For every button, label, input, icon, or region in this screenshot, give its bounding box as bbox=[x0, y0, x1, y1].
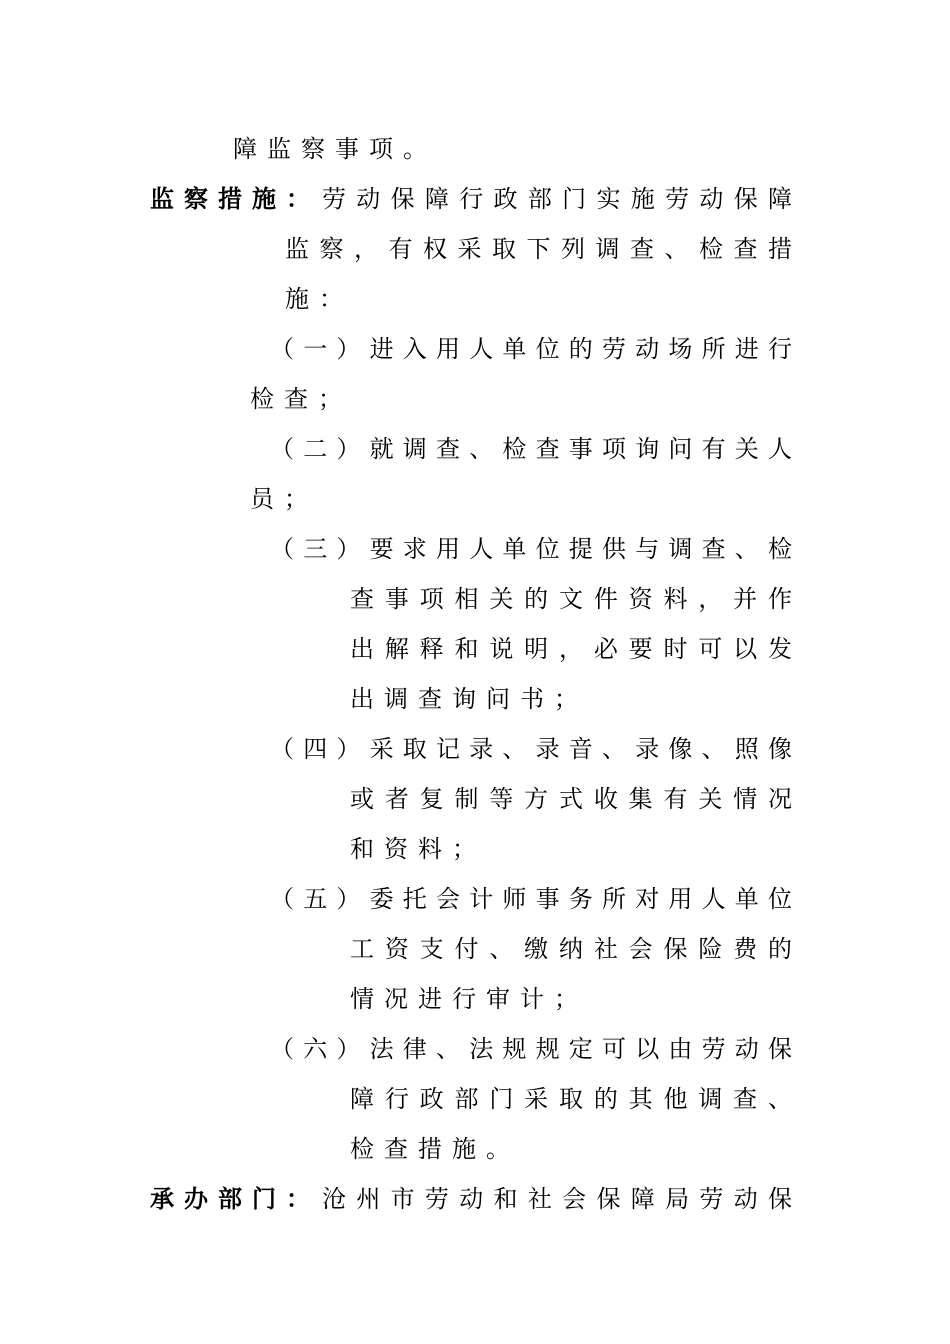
measure-item-line: 或者复制等方式收集有关情况 bbox=[350, 785, 792, 813]
measure-item-line: 情况进行审计； bbox=[350, 985, 588, 1013]
measure-item-line: （二）就调查、检查事项询问有关人 bbox=[270, 435, 792, 463]
measure-item-line: 出解释和说明，必要时可以发 bbox=[350, 635, 792, 663]
measure-item-line: 查事项相关的文件资料，并作 bbox=[350, 585, 792, 613]
measure-item-line: 出调查询问书； bbox=[350, 685, 588, 713]
measure-item-line: 和资料； bbox=[350, 835, 486, 863]
measures-intro-line: 施： bbox=[285, 285, 353, 313]
measures-label: 监察措施： bbox=[150, 185, 320, 213]
measure-item-line: 工资支付、缴纳社会保险费的 bbox=[350, 935, 792, 963]
measure-item-line: （一）进入用人单位的劳动场所进行 bbox=[270, 335, 792, 363]
measure-item-line: （六）法律、法规规定可以由劳动保 bbox=[270, 1035, 792, 1063]
measures-intro-line: 监察，有权采取下列调查、检查措 bbox=[285, 235, 792, 263]
measure-item-line: 检查措施。 bbox=[350, 1135, 520, 1163]
measure-item-line: （四）采取记录、录音、录像、照像 bbox=[270, 735, 792, 763]
measure-item-line: （三）要求用人单位提供与调查、检 bbox=[270, 535, 792, 563]
measures-intro-line: 劳动保障行政部门实施劳动保障 bbox=[322, 185, 792, 213]
measure-item-line: （五）委托会计师事务所对用人单位 bbox=[270, 885, 792, 913]
continuation-line: 障监察事项。 bbox=[233, 135, 437, 163]
department-text: 沧州市劳动和社会保障局劳动保 bbox=[322, 1185, 792, 1213]
measure-item-line: 员； bbox=[250, 485, 318, 513]
measure-item-line: 检查； bbox=[250, 385, 352, 413]
measure-item-line: 障行政部门采取的其他调查、 bbox=[350, 1085, 792, 1113]
department-label: 承办部门： bbox=[150, 1185, 320, 1213]
